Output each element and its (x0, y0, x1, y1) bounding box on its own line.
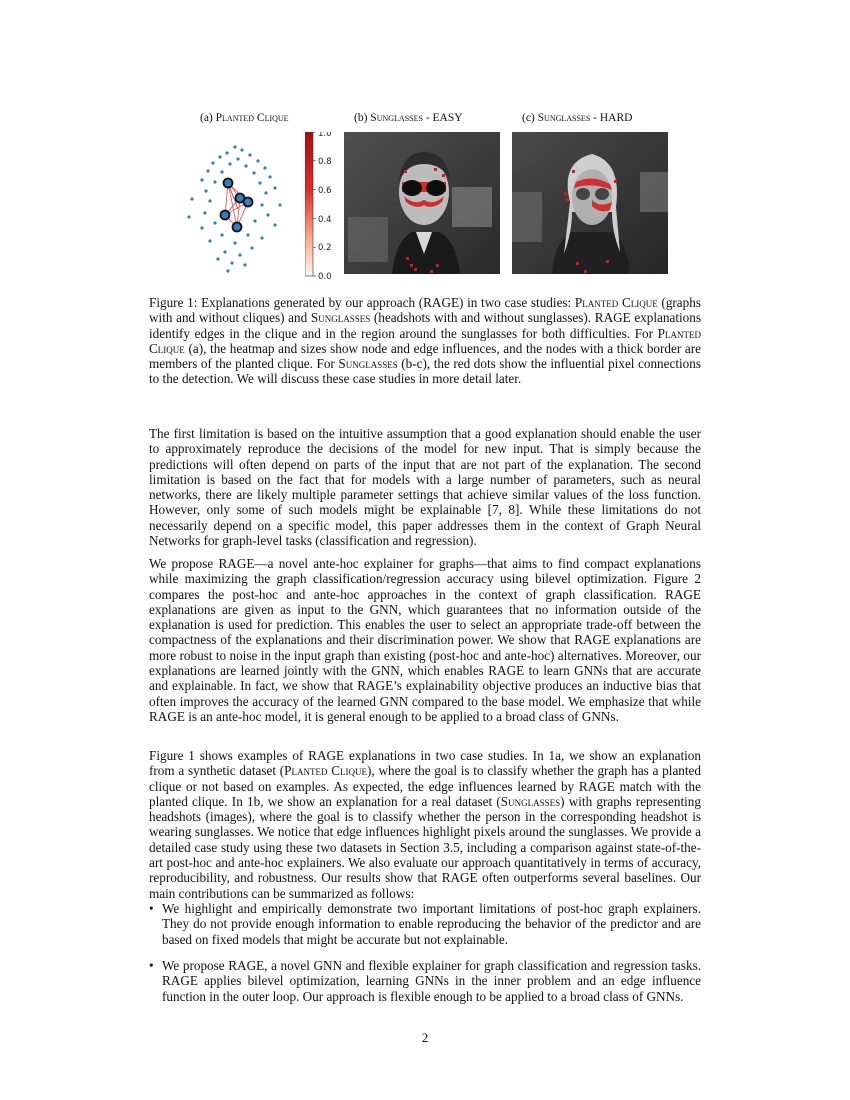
contribution-bullet-2 (149, 958, 701, 1004)
bullet-text: We propose RAGE, a novel GNN and flexible explainer for graph classification and regression tasks. RAGE applies bilevel optimization, learning GNNs in the inner problem and an edge influence function in the outer loop. Our approach is flexible enough to be applied to a broad class of GNNs. (162, 958, 701, 1004)
colorbar-tick: 0.2 (318, 243, 332, 253)
body-paragraph-1: The first limitation is based on the intuitive assumption that a good explanation should enable the user to approximately reproduce the decisions of the model for new input. That is simply because the predictions will often depend on parts of the input that are not part of the explanation. The second limitation is based on the fact that for models with a large number of parameters, such as neural networks, there are likely multiple parameter settings that achieve similar values of the loss function. However, only some of such models might be explainable [7, 8]. While these limitations do not necessarily depend on a specific model, this paper addresses them in the context of Graph Neural Networks for graph-level tasks (classification and regression). (149, 426, 701, 549)
figure-label-c: (c) Sunglasses - HARD (522, 112, 633, 124)
colorbar-gradient (305, 132, 313, 276)
figure-label-b: (b) Sunglasses - EASY (354, 112, 463, 124)
sunglasses-easy-image (344, 132, 500, 274)
page-number: 2 (421, 1030, 429, 1045)
contribution-bullet-1 (149, 901, 701, 947)
headshot-easy-svg (344, 132, 500, 274)
figure-label-a: (a) Planted Clique (200, 112, 289, 124)
colorbar-tick: 0.0 (318, 272, 332, 280)
planted-clique-graph (180, 135, 295, 275)
bullet-icon: • (149, 958, 154, 973)
headshot-hard-svg (512, 132, 668, 274)
body-paragraph-2: We propose RAGE—a novel ante-hoc explainer for graphs—that aims to find compact explanations while maximizing the graph classification/regression accuracy using bilevel optimization. Figure 2 compares the post-hoc and ante-hoc approaches in the context of graph classification. RAGE explanations are given as input to the GNN, which guarantees that no information outside of the explanation is used for prediction. This enables the user to select an appropriate trade-off between the compactness of the explanations and their discrimination power. We show that RAGE explanations are more robust to noise in the input graph than existing (post-hoc and ante-hoc) alternatives. Moreover, our explanations are learned jointly with the GNN, which enables RAGE to learn GNNs that are accurate and explainable. In fact, we show that RAGE’s explainability objective produces an inductive bias that often improves the accuracy of the learned GNN compared to the base model. We emphasize that while RAGE is an ante-hoc model, it is general enough to be applied to a broad class of GNNs. (149, 556, 701, 724)
sunglasses-hard-image (512, 132, 668, 274)
bullet-text: We highlight and empirically demonstrate two important limitations of post-hoc graph explainers. They do not provide enough information to enable reproducing the behavior of the predictor and are based on fixed models that might be accurate but not explainable. (162, 901, 701, 947)
colorbar-tick: 0.4 (318, 215, 332, 225)
colorbar-tick: 1.0 (318, 132, 332, 139)
colorbar-tick: 0.8 (318, 157, 332, 167)
figure-caption: Figure 1: Explanations generated by our approach (RAGE) in two case studies: Planted Clique (graphs with and without cliques) and Sunglasses (headshots with and without sunglasses). RAGE explanations identify edges in the clique and in the region around the sunglasses for both difficulties. For Planted Clique (a), the heatmap and sizes show node and edge influences, and the nodes with a thick border are members of the planted clique. For Sunglasses (b-c), the red dots show the influential pixel connections to the detection. We will discuss these case studies in more detail later. (149, 295, 701, 387)
bullet-icon: • (149, 901, 154, 916)
body-paragraph-3: Figure 1 shows examples of RAGE explanations in two case studies. In 1a, we show an explanation from a synthetic dataset (Planted Clique), where the goal is to classify whether the graph has a planted clique or not based on examples. As expected, the edge influences learned by RAGE match with the planted clique. In 1b, we show an explanation for a real dataset (Sunglasses) with graphs representing headshots (images), where the goal is to classify whether the person in the corresponding headshot is wearing sunglasses. We notice that edge influences highlight pixels around the sunglasses. We provide a detailed case study using these two datasets in Section 3.5, including a comparison against state-of-the-art post-hoc and ante-hoc explainers. We also evaluate our approach quantitatively in terms of accuracy, reproducibility, and robustness. Our results show that RAGE often outperforms several baselines. Our main contributions can be summarized as follows: (149, 748, 701, 901)
graph-svg (180, 135, 295, 275)
colorbar-tick: 0.6 (318, 186, 332, 196)
background-nodes (187, 145, 281, 272)
